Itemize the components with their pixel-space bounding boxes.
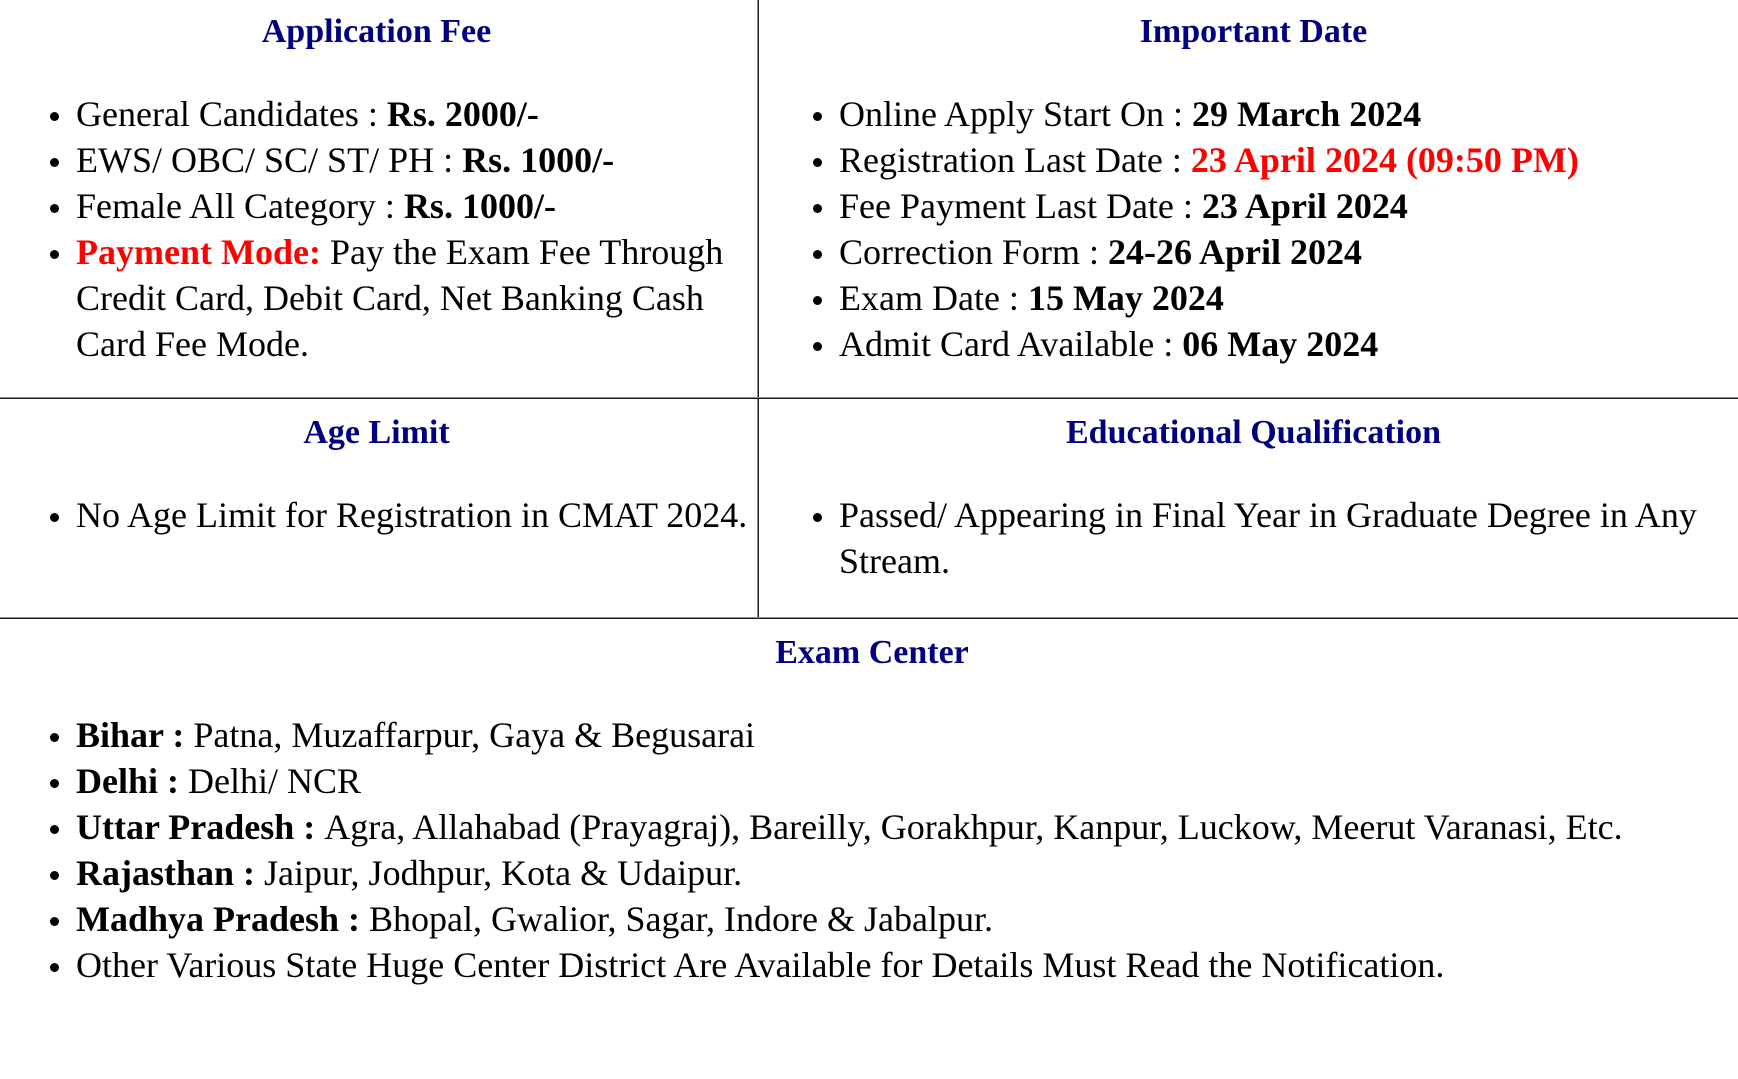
fee-item-label: EWS/ OBC/ SC/ ST/ PH :: [76, 140, 463, 180]
qualification-item: Passed/ Appearing in Final Year in Graduate Degree in Any Stream.: [839, 492, 1738, 584]
important-date-list: [759, 91, 1738, 367]
fee-item-general: [76, 91, 755, 137]
exam-center-item-bihar: [76, 712, 1718, 758]
date-item-registration-last: [839, 137, 1738, 183]
exam-center-cell: [0, 619, 1738, 1079]
exam-center-item-rajasthan: [76, 850, 1718, 896]
fee-item-value: Rs. 1000/-: [403, 186, 556, 226]
application-fee-heading: Application Fee: [261, 13, 492, 50]
state-cities: Patna, Muzaffarpur, Gaya & Begusarai: [193, 715, 756, 755]
exam-center-item-uttar-pradesh: [76, 804, 1718, 850]
date-item-label: Correction Form :: [839, 232, 1108, 272]
fee-item-value: Rs. 2000/-: [386, 94, 539, 134]
important-date-cell: [759, 0, 1738, 397]
important-date-heading: Important Date: [1139, 13, 1368, 50]
exam-center-item-delhi: [76, 758, 1718, 804]
payment-mode-label: Payment Mode:: [76, 232, 321, 272]
educational-qualification-heading: Educational Qualification: [1066, 414, 1441, 451]
payment-mode-text: Pay the Exam Fee Through Credit Card, Debit Card, Net Banking Cash Card Fee Mode.: [76, 232, 724, 364]
fee-item-female: [76, 183, 755, 229]
state-name: Bihar :: [76, 715, 194, 755]
age-limit-heading: Age Limit: [303, 414, 450, 451]
date-item-label: Fee Payment Last Date :: [839, 186, 1202, 226]
table-row-age-education: [0, 399, 1738, 617]
date-item-value: 06 May 2024: [1182, 324, 1379, 364]
date-item-admit-card: [839, 321, 1738, 367]
state-name: Rajasthan :: [76, 853, 265, 893]
table-row-exam-center: [0, 619, 1738, 1079]
date-item-apply-start: [839, 91, 1738, 137]
state-cities: Delhi/ NCR: [188, 761, 362, 801]
state-cities: Agra, Allahabad (Prayagraj), Bareilly, Gorakhpur, Kanpur, Luckow, Meerut Varanasi, Etc.: [324, 807, 1623, 847]
date-item-value-highlight: 23 April 2024 (09:50 PM): [1190, 140, 1579, 180]
state-name: Delhi :: [76, 761, 188, 801]
state-name: Uttar Pradesh :: [76, 807, 325, 847]
date-item-label: Registration Last Date :: [839, 140, 1191, 180]
date-item-label: Admit Card Available :: [839, 324, 1183, 364]
table-row-fee-dates: [0, 0, 1738, 397]
educational-qualification-cell: [759, 399, 1738, 617]
fee-item-value: Rs. 1000/-: [462, 140, 615, 180]
age-limit-list: [0, 492, 757, 538]
fee-item-payment-mode: [76, 229, 755, 367]
age-limit-cell: [0, 399, 757, 617]
exam-center-heading: Exam Center: [775, 634, 969, 671]
educational-qualification-list: [759, 492, 1738, 584]
date-item-value: 23 April 2024: [1201, 186, 1408, 226]
state-name: Madhya Pradesh :: [76, 899, 370, 939]
fee-item-reserved: [76, 137, 755, 183]
date-item-exam: [839, 275, 1738, 321]
date-item-value: 24-26 April 2024: [1107, 232, 1362, 272]
date-item-value: 15 May 2024: [1027, 278, 1224, 318]
application-fee-cell: [0, 0, 757, 397]
date-item-fee-last: [839, 183, 1738, 229]
exam-center-list: [0, 712, 1738, 988]
exam-center-item-other: Other Various State Huge Center District Are Available for Details Must Read the Notification.: [76, 942, 1718, 988]
fee-item-label: Female All Category :: [76, 186, 404, 226]
state-cities: Jaipur, Jodhpur, Kota & Udaipur.: [264, 853, 743, 893]
age-limit-item: No Age Limit for Registration in CMAT 2024.: [76, 492, 755, 538]
date-item-label: Exam Date :: [839, 278, 1028, 318]
application-fee-list: [0, 91, 757, 367]
date-item-label: Online Apply Start On :: [839, 94, 1192, 134]
exam-center-item-madhya-pradesh: [76, 896, 1718, 942]
date-item-value: 29 March 2024: [1192, 94, 1422, 134]
fee-item-label: General Candidates :: [76, 94, 387, 134]
date-item-correction: [839, 229, 1738, 275]
state-cities: Bhopal, Gwalior, Sagar, Indore & Jabalpur.: [369, 899, 993, 939]
